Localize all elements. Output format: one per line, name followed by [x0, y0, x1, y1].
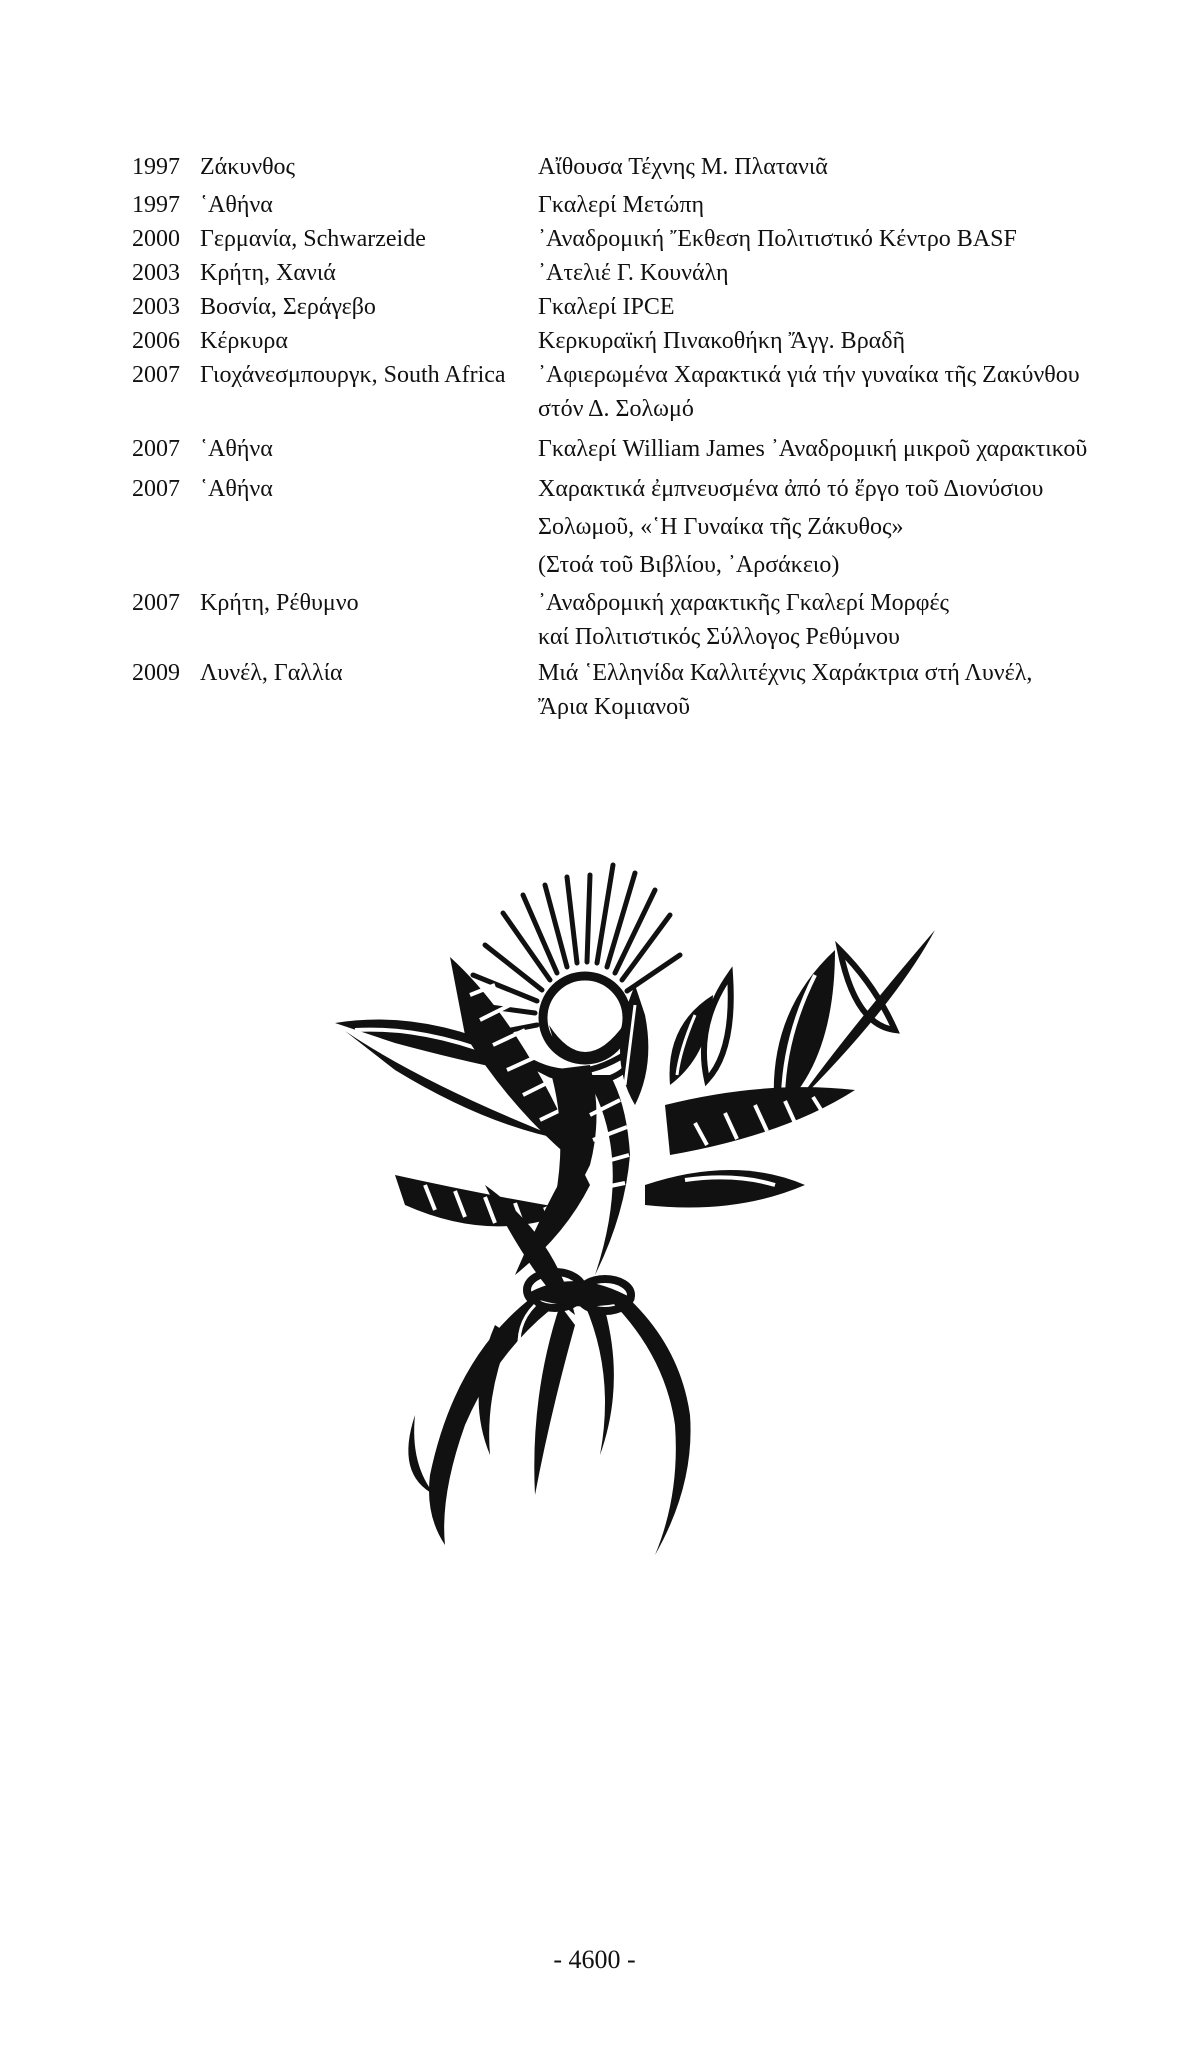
venue-line: Αἴθουσα Τέχνης Μ. Πλατανιᾶ	[538, 154, 828, 180]
venue-line: ᾿Αναδρομική χαρακτικῆς Γκαλερί Μορφές	[538, 590, 950, 616]
exhibition-row	[132, 358, 1112, 426]
exhibition-place: Ζάκυνθος	[200, 154, 296, 180]
exhibition-year: 1997	[132, 154, 180, 180]
exhibition-place: ῾Αθήνα	[200, 192, 273, 218]
exhibition-year: 2006	[132, 328, 180, 354]
exhibition-row	[132, 256, 1112, 290]
venue-line: Κερκυραϊκή Πινακοθήκη Ἄγγ. Βραδῆ	[538, 328, 906, 354]
exhibition-place: Κρήτη, Ρέθυμνο	[200, 590, 359, 616]
exhibition-row	[132, 586, 1112, 654]
venue-line: Χαρακτικά ἐμπνευσμένα ἀπό τό ἔργο τοῦ Διονύσιου	[538, 476, 1044, 502]
exhibition-row	[132, 290, 1112, 324]
venue-line: Μιά ῾Ελληνίδα Καλλιτέχνις Χαράκτρια στή Λυνέλ,	[538, 660, 1033, 686]
exhibition-place: Βοσνία, Σεράγεβο	[200, 294, 376, 320]
exhibition-row	[132, 150, 1112, 184]
venue-line: Σολωμοῦ, «῾Η Γυναίκα τῆς Ζάκυθος»	[538, 514, 904, 540]
exhibition-place: Κρήτη, Χανιά	[200, 260, 336, 286]
venue-line: Γκαλερί Μετώπη	[538, 192, 705, 218]
venue-line: καί Πολιτιστικός Σύλλογος Ρεθύμνου	[538, 624, 900, 650]
exhibition-list	[132, 150, 1112, 724]
exhibition-row	[132, 188, 1112, 222]
exhibition-place: ῾Αθήνα	[200, 476, 273, 502]
page-number: - 4600 -	[553, 1945, 636, 1974]
flower-woodcut-illustration	[335, 855, 960, 1595]
exhibition-row	[132, 432, 1112, 466]
venue-line: ᾿Ατελιέ Γ. Κουνάλη	[538, 260, 729, 286]
exhibition-place: Γιοχάνεσμπουργκ, South Africa	[200, 362, 506, 388]
exhibition-year: 2007	[132, 590, 180, 616]
exhibition-row	[132, 324, 1112, 358]
venue-line: Γκαλερί William James ᾿Αναδρομική μικροῦ χαρακτικοῦ	[538, 436, 1088, 462]
exhibition-place: Λυνέλ, Γαλλία	[200, 660, 343, 686]
exhibition-place: Γερμανία, Schwarzeide	[200, 226, 426, 252]
exhibition-place: ῾Αθήνα	[200, 436, 273, 462]
venue-line: Γκαλερί IPCE	[538, 294, 675, 320]
exhibition-year: 2000	[132, 226, 180, 252]
exhibition-year: 2003	[132, 294, 180, 320]
venue-line: στόν Δ. Σολωμό	[538, 396, 694, 422]
exhibition-year: 2007	[132, 476, 180, 502]
exhibition-year: 2009	[132, 660, 180, 686]
venue-line: (Στοά τοῦ Βιβλίου, ᾿Αρσάκειο)	[538, 552, 840, 578]
exhibition-year: 1997	[132, 192, 180, 218]
exhibition-row	[132, 656, 1112, 724]
exhibition-row	[132, 470, 1112, 584]
exhibition-year: 2007	[132, 436, 180, 462]
venue-line: Ἄρια Κομιανοῦ	[538, 694, 690, 720]
venue-line: ᾿Αφιερωμένα Χαρακτικά γιά τήν γυναίκα τῆς Ζακύνθου	[538, 362, 1080, 388]
venue-line: ᾿Αναδρομική Ἔκθεση Πολιτιστικό Κέντρο BASF	[538, 226, 1017, 252]
exhibition-place: Κέρκυρα	[200, 328, 288, 354]
exhibition-year: 2003	[132, 260, 180, 286]
exhibition-year: 2007	[132, 362, 180, 388]
exhibition-row	[132, 222, 1112, 256]
